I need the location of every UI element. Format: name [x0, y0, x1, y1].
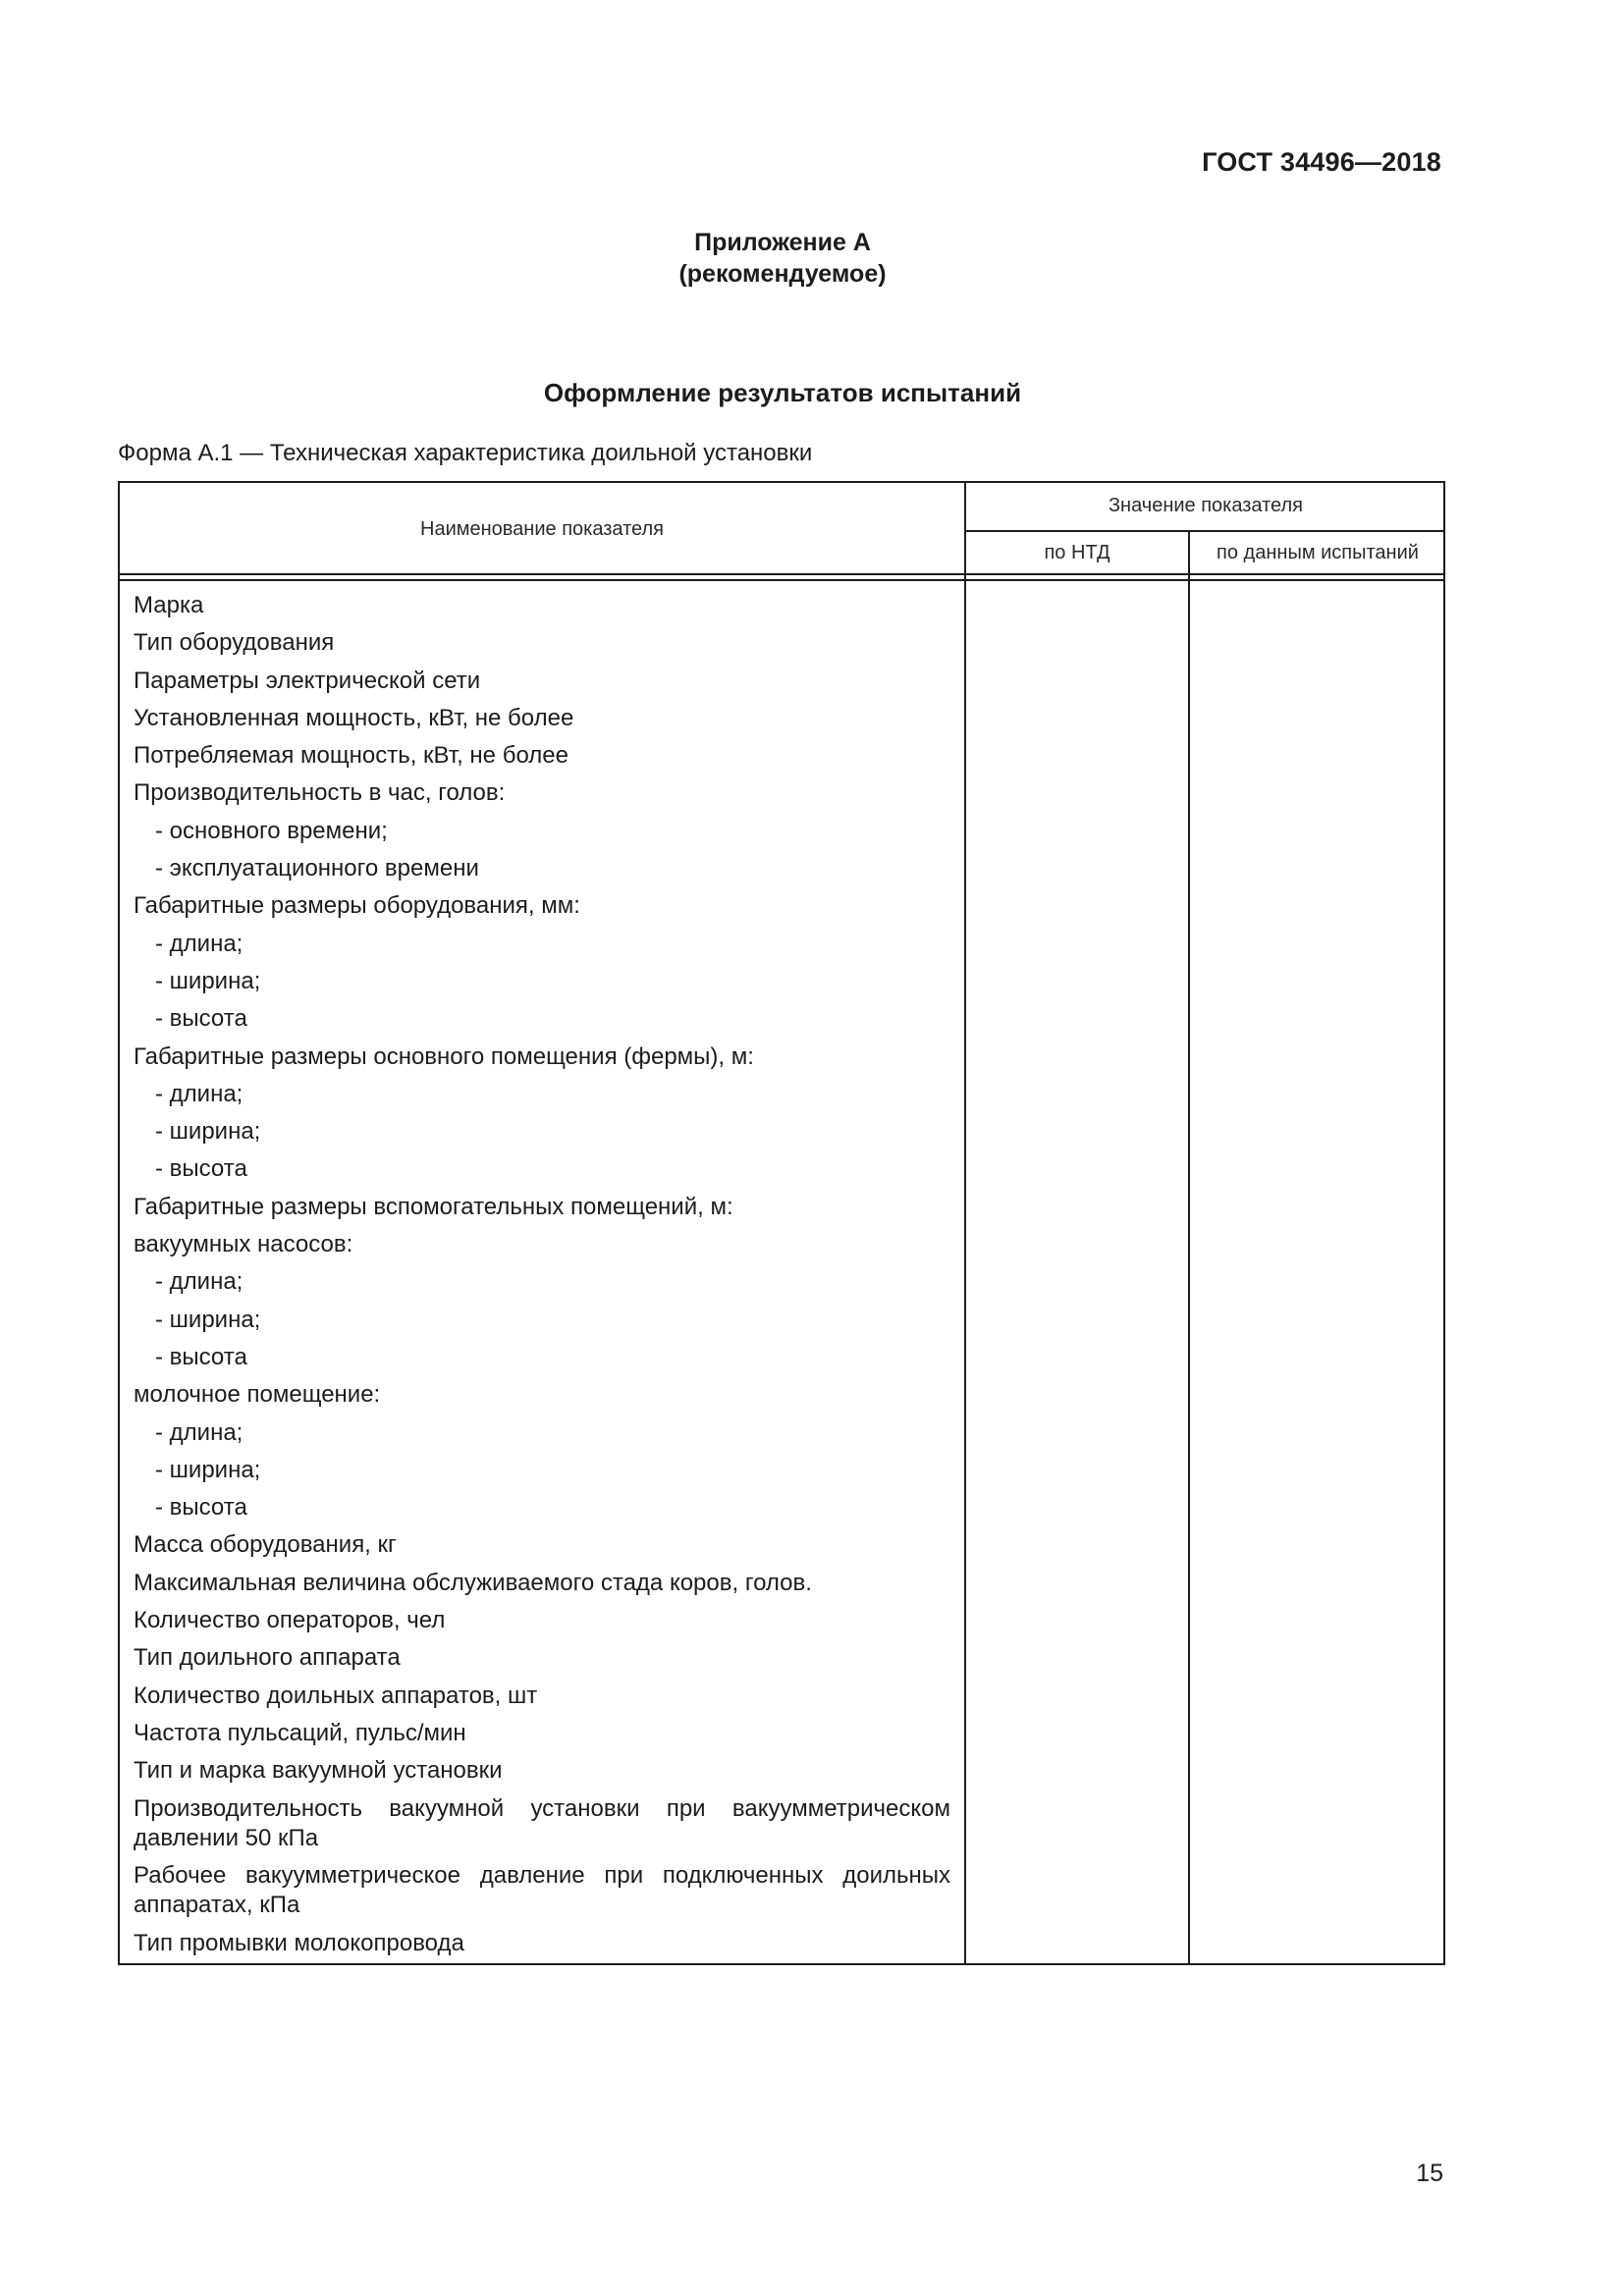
table-row: - длина; [155, 1080, 244, 1107]
column-divider-ntd [964, 483, 966, 1963]
standard-code: ГОСТ 34496—2018 [1202, 147, 1441, 177]
characteristics-table [118, 481, 1445, 1965]
table-row-line: Рабочее вакуумметрическое давление при подключенных доильных [134, 1862, 950, 1889]
table-row: - длина; [155, 1418, 244, 1446]
table-row: Тип и марка вакуумной установки [134, 1757, 503, 1785]
table-row: Масса оборудования, кг [134, 1531, 397, 1559]
header-by-ntd: по НТД [1044, 542, 1110, 563]
table-row: Количество доильных аппаратов, шт [134, 1682, 538, 1709]
table-row: - высота [155, 1155, 247, 1183]
header-subdivider [964, 530, 1443, 532]
table-row: Габаритные размеры оборудования, мм: [134, 892, 580, 920]
header-indicator-value: Значение показателя [1108, 495, 1304, 516]
table-row: вакуумных насосов: [134, 1231, 353, 1258]
column-divider-tests [1188, 530, 1190, 1963]
table-row: - длина; [155, 930, 244, 957]
table-row: - основного времени; [155, 817, 388, 844]
table-row: - ширина; [155, 967, 261, 994]
table-row [134, 1794, 950, 1862]
table-row: Частота пульсаций, пульс/мин [134, 1719, 466, 1746]
table-row: Установленная мощность, кВт, не более [134, 704, 574, 731]
table-row: Габаритные размеры вспомогательных помещений, м: [134, 1193, 733, 1220]
table-row: молочное помещение: [134, 1381, 381, 1409]
header-indicator-name: Наименование показателя [420, 518, 664, 540]
form-caption: Форма А.1 — Техническая характеристика доильной установки [118, 440, 813, 466]
table-row: - ширина; [155, 1456, 261, 1483]
table-row: - эксплуатационного времени [155, 855, 479, 882]
table-row: Производительность в час, голов: [134, 779, 506, 807]
table-row: Параметры электрической сети [134, 667, 481, 694]
appendix-status: (рекомендуемое) [678, 260, 887, 288]
table-row [134, 1861, 950, 1929]
appendix-heading [0, 227, 1565, 290]
table-row: Максимальная величина обслуживаемого стада коров, голов. [134, 1569, 812, 1596]
header-bottom-line [120, 573, 1443, 575]
table-row: Тип промывки молокопровода [134, 1929, 464, 1956]
table-row: - ширина; [155, 1306, 261, 1333]
table-row: - высота [155, 1005, 247, 1033]
table-row: Габаритные размеры основного помещения (фермы), м: [134, 1042, 754, 1070]
table-row: Тип доильного аппарата [134, 1644, 401, 1672]
table-row-line: аппаратах, кПа [134, 1892, 300, 1918]
table-row-line: Производительность вакуумной установки при вакуумметрическом [134, 1794, 950, 1822]
table-row: Количество операторов, чел [134, 1607, 446, 1634]
indicator-list [134, 591, 950, 1966]
table-row: - длина; [155, 1268, 244, 1296]
table-row: Тип оборудования [134, 629, 335, 657]
table-row: - высота [155, 1494, 247, 1522]
header-bottom-line-double [120, 579, 1443, 581]
table-row-line: давлении 50 кПа [134, 1824, 319, 1851]
section-title: Оформление результатов испытаний [543, 378, 1022, 407]
table-row: Потребляемая мощность, кВт, не более [134, 742, 568, 770]
table-row: - высота [155, 1343, 247, 1370]
page-number: 15 [1416, 2160, 1443, 2187]
header-by-tests: по данным испытаний [1217, 542, 1419, 563]
appendix-title: Приложение А [694, 229, 871, 256]
table-row: - ширина; [155, 1118, 261, 1146]
table-row: Марка [134, 592, 204, 618]
